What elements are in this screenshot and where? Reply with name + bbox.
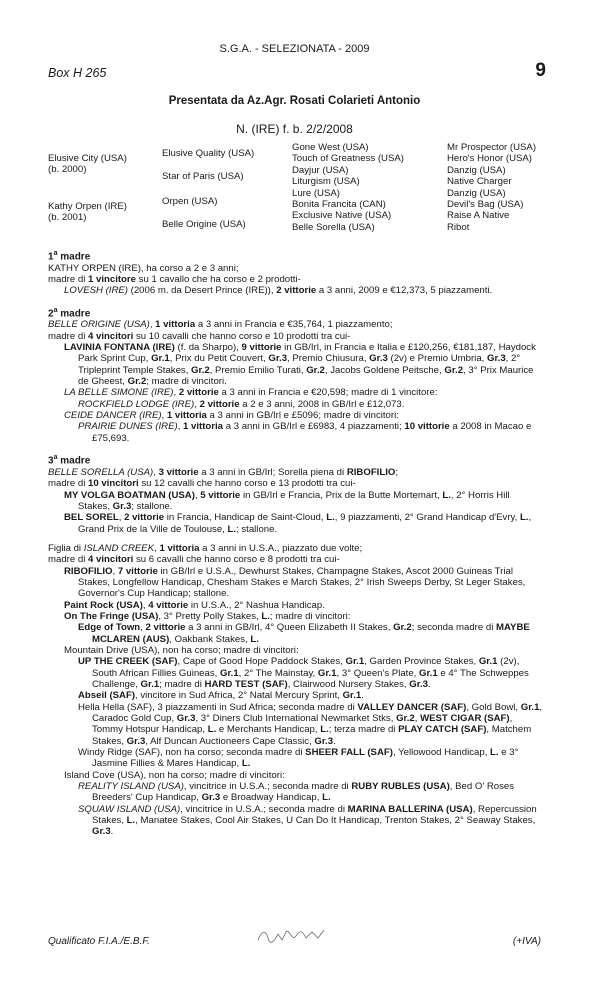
text-run: a 3 anni in GB/Irl; Sorella piena di — [198, 466, 347, 478]
text-run: LAVINIA FONTANA (IRE) — [64, 342, 175, 354]
text-run: Gr.1 — [345, 656, 365, 668]
text-run: Island Cove (USA), non ha corso; madre di vincitori: — [64, 769, 285, 781]
text-run: 10 vittorie — [404, 421, 450, 433]
text-run: LOVESH (IRE) — [64, 285, 128, 297]
section-label: madre — [57, 251, 91, 263]
text-run: REALITY ISLAND (USA) — [78, 781, 184, 793]
text-run: 3 vittorie — [158, 466, 199, 478]
text-run: 5 vittorie — [200, 489, 241, 501]
text-run: , Tommy Hotspur Handicap, — [92, 713, 513, 736]
text-run: su 6 cavalli che hanno corso e 8 prodotti tra cui- — [133, 554, 340, 566]
family-line — [48, 804, 544, 838]
text-run: a 2008 in Macao e £75,693. — [92, 421, 532, 444]
pedigree-gen4-item: Mr Prospector (USA) — [447, 142, 537, 153]
text-run: , 2° Tripleprint Temple Stakes, — [78, 353, 521, 376]
text-run: 1 vittoria — [155, 319, 196, 331]
vat-note: (+IVA) — [512, 936, 541, 947]
text-run: , Prix du Petit Couvert, — [169, 353, 269, 365]
text-run: Gr.3 — [92, 826, 111, 838]
text-run: , — [140, 622, 146, 634]
text-run: ; madre di vincitori: — [269, 610, 351, 622]
pedigree-gen3-item: Gone West (USA) — [292, 142, 369, 153]
qualification: Qualificato F.I.A./E.B.F. — [48, 936, 150, 947]
text-run: Mountain Drive (USA), non ha corso; madre di vincitori: — [64, 644, 299, 656]
text-run: in GB/Irl e Francia, Prix de la Butte Mortemart, — [240, 489, 443, 501]
family-line — [48, 285, 544, 296]
pedigree-gen2-item: Belle Origine (USA) — [162, 219, 246, 230]
text-run: , — [173, 387, 179, 399]
text-run: MY VOLGA BOATMAN (USA) — [64, 489, 195, 501]
text-run: SQUAW ISLAND (USA) — [78, 803, 181, 815]
family-line — [48, 399, 544, 410]
text-run: , vincitrice in U.S.A.; seconda madre di — [180, 803, 348, 815]
text-run: Gr.3 — [201, 792, 221, 804]
family-line — [48, 747, 544, 770]
text-run: ; seconda madre di — [411, 622, 497, 634]
text-run: su 10 cavalli che hanno corso e 10 prodotti tra cui- — [133, 330, 351, 342]
text-run: 2 vittorie — [178, 387, 219, 399]
text-run: UP THE CREEK (SAF) — [78, 656, 178, 668]
text-run: L. — [250, 633, 259, 645]
pedigree-gen3-item: Bonita Francita (CAN) — [292, 199, 386, 211]
pedigree-gen3-item: Lure (USA) — [292, 187, 340, 199]
pedigree-dam — [48, 201, 127, 224]
text-run: madre di — [48, 554, 88, 566]
section-ordinal: a — [53, 250, 58, 257]
pedigree-gen3-item: Belle Sorella (USA) — [292, 221, 375, 233]
text-run: , Yellowood Handicap, — [392, 747, 491, 759]
text-run: a 3 anni in Francia e €35,764, 1 piazzamento; — [195, 319, 393, 331]
text-run: Edge of Town — [78, 622, 141, 634]
text-run: ; — [395, 466, 398, 478]
text-run: e 4° The Schweppes Challenge, — [92, 667, 529, 691]
text-run: . — [427, 679, 431, 691]
text-run: . — [110, 826, 114, 838]
family-line — [48, 690, 544, 701]
section-label: madre — [57, 308, 91, 320]
text-run: in Francia, Handicap de Saint-Cloud, — [164, 512, 327, 524]
text-run: in U.S.A., 2° Nashua Handicap. — [188, 599, 325, 611]
text-run: VALLEY DANCER (SAF) — [357, 701, 467, 713]
text-run: L. — [442, 489, 451, 501]
text-run: Gr.3 — [369, 353, 388, 365]
text-run: SHEER FALL (SAF) — [305, 747, 393, 759]
text-run: PLAY CATCH (SAF) — [398, 724, 487, 736]
text-run: , Bed O' Roses Breeders' Cup Handicap, — [92, 781, 515, 804]
text-run: a 3 anni in GB/Irl, 4° Queen Elizabeth II Stakes, — [185, 622, 394, 634]
text-run: BELLE ORIGINE (USA) — [48, 319, 150, 331]
text-run: CEIDE DANCER (IRE) — [64, 410, 162, 422]
family-line — [48, 566, 544, 600]
text-run: ROCKFIELD LODGE (IRE) — [78, 398, 195, 410]
text-run: , Grand Prix de la Ville de Toulouse, — [78, 512, 532, 535]
text-run: madre di — [48, 274, 88, 286]
text-run: L. — [227, 523, 237, 535]
text-run: 9 vittorie — [241, 342, 282, 354]
text-run: LA BELLE SIMONE (IRE) — [64, 387, 174, 399]
text-run: Abseil (SAF) — [78, 690, 136, 702]
text-run: , — [142, 599, 149, 611]
family-line — [48, 656, 544, 690]
family-line — [48, 331, 544, 342]
text-run: , Cape of Good Hope Paddock Stakes, — [177, 656, 346, 668]
text-run: a 2 e 3 anni, 2008 in GB/Irl e £12,073. — [239, 398, 405, 410]
text-run: Gr.2 — [444, 364, 464, 376]
text-run: Paint Rock (USA) — [64, 599, 143, 611]
text-run: (2006 m. da Desert Prince (IRE)), — [127, 285, 277, 297]
text-run: Gr.1 — [478, 656, 498, 668]
text-run: (2v), South African Fillies Guineas, — [92, 656, 520, 679]
text-run: , Clairwood Nursery Stakes, — [287, 679, 410, 691]
text-run: , Premio Emilio Turati, — [209, 364, 307, 376]
text-run: L. — [207, 724, 217, 736]
text-run: RIBOFILIO — [346, 466, 396, 478]
text-run: , — [149, 319, 156, 331]
pedigree-gen4-item: Native Charger — [447, 176, 512, 188]
text-run: MARINA BALLERINA (USA) — [347, 803, 473, 815]
text-run: , 2° The Mainstay, — [238, 667, 318, 679]
text-run: , 9 piazzamenti, 2° Grand Handicap d'Evry, — [334, 512, 520, 524]
pedigree-sire — [48, 153, 127, 176]
text-run: , Matchem Stakes, — [92, 724, 532, 747]
text-run: ; stallone. — [131, 500, 173, 512]
text-run: madre di — [48, 330, 88, 342]
text-run: 1 vittoria — [166, 410, 207, 422]
family-line — [48, 319, 544, 330]
text-run: , Premio Chiusura, — [287, 353, 370, 365]
text-run: Gr.3 — [268, 353, 288, 365]
family-line — [48, 342, 544, 387]
text-run: , Alf Duncan Auctioneers Cape Classic, — [145, 735, 315, 747]
presenter: Presentata da Az.Agr. Rosati Colarieti Antonio — [168, 95, 421, 107]
sire-name: Elusive City (USA) — [48, 153, 127, 164]
text-run: BEL SOREL — [64, 512, 119, 524]
text-run: L. — [322, 792, 331, 804]
text-run: ; stallone. — [236, 523, 278, 535]
text-run: L. — [490, 747, 499, 759]
pedigree-gen4 — [447, 142, 536, 233]
text-run: a 3 anni in U.S.A., piazzato due volte; — [199, 542, 363, 554]
text-run: 1 vincitore — [88, 274, 136, 286]
text-run: 1 vittoria — [159, 542, 200, 554]
section-number: 3 — [48, 455, 54, 467]
text-run: PRAIRIE DUNES (IRE) — [78, 421, 178, 433]
text-run: , — [177, 421, 184, 433]
text-run: MAYBE MCLAREN (AUS) — [92, 622, 530, 645]
text-run: e Merchants Handicap, — [216, 724, 321, 736]
family-line — [48, 478, 544, 489]
text-run: a 3 anni in GB/Irl e £6983, 4 piazzamenti; — [223, 421, 405, 433]
text-run: , vincitrice in U.S.A.; seconda madre di — [183, 781, 352, 793]
pedigree-gen2-item: Orpen (USA) — [162, 196, 218, 207]
text-run: Gr.2 — [191, 364, 210, 376]
text-run: 4 vincitori — [88, 554, 134, 566]
text-run: L. — [519, 512, 529, 524]
pedigree-gen4-item: Ribot — [447, 221, 470, 233]
text-run: Figlia di — [48, 542, 84, 554]
pedigree-gen4-item: Devil's Bag (USA) — [447, 199, 524, 211]
section-number: 1 — [48, 251, 54, 263]
pedigree-gen3-item: Touch of Greatness (USA) — [292, 153, 404, 165]
text-run: RUBY RUBLES (USA) — [351, 781, 450, 793]
family-line — [48, 263, 544, 274]
text-run: , vincitore in Sud Africa, 2° Natal Mercury Sprint, — [135, 690, 343, 702]
sale-title: S.G.A. - SELEZIONATA - 2009 — [219, 43, 370, 55]
text-run: RIBOFILIO — [64, 565, 113, 577]
text-run: , Repercussion Stakes, — [92, 803, 537, 827]
family-line — [48, 421, 544, 444]
text-run: L. — [261, 610, 270, 622]
text-run: ; terza madre di — [328, 724, 399, 736]
text-run: , Manatee Stakes, Cool Air Stakes, U Can Do It Handicap, Trenton Stakes, 2° Seaway Stakes, — [135, 815, 536, 827]
family-line — [48, 611, 544, 622]
text-run: , Garden Province Stakes, — [364, 656, 479, 668]
section-ordinal: a — [53, 306, 58, 314]
text-run: Gr.1 — [520, 701, 540, 713]
pedigree-gen3-item: Exclusive Native (USA) — [292, 210, 392, 222]
text-run: Gr.1 — [151, 353, 170, 365]
subject-line: N. (IRE) f. b. 2/2/2008 — [236, 122, 353, 136]
text-run: su 1 cavallo che ha corso e 2 prodotti- — [136, 274, 301, 286]
text-run: Gr.3 — [112, 500, 132, 512]
text-run: Gr.3 — [314, 735, 334, 747]
text-run: in GB/Irl, in Francia e Italia e £120,256, €181,187, Haydock Park Sprint Cup, — [78, 342, 536, 365]
family-line — [48, 781, 544, 804]
text-run: , — [414, 713, 421, 725]
pedigree-gen4-item: Danzig (USA) — [447, 187, 506, 199]
lot-number: 9 — [535, 60, 546, 81]
text-run: 7 vittorie — [117, 565, 158, 577]
box-number: Box H 265 — [48, 66, 107, 80]
family-line — [48, 467, 544, 478]
text-run: , 2° Horris Hill Stakes, — [78, 489, 510, 512]
text-run: Gr.2 — [306, 364, 325, 376]
text-run: Windy Ridge (SAF), non ha corso; seconda madre di — [78, 747, 306, 759]
family-line — [48, 554, 544, 565]
section-title — [48, 305, 544, 320]
pedigree-gen3-item: Liturgism (USA) — [292, 176, 360, 188]
dam-name: Kathy Orpen (IRE) — [48, 201, 127, 212]
pedigree-gen3 — [292, 142, 404, 233]
text-run: 4 vincitori — [88, 330, 134, 342]
dam-section — [48, 305, 544, 444]
text-run: Gr.2 — [127, 376, 147, 388]
pedigree-gen3-item: Dayjur (USA) — [292, 164, 349, 176]
text-run: L. — [326, 512, 335, 524]
text-run: On The Fringe (USA) — [64, 610, 159, 622]
text-run: (2v) e Premio Umbria, — [387, 353, 487, 365]
text-run: L. — [320, 724, 329, 736]
text-run: Gr.3 — [409, 679, 428, 691]
text-run: WEST CIGAR (SAF) — [420, 713, 510, 725]
text-run: , Jacobs Goldene Peitsche, — [324, 364, 445, 376]
text-run: Gr.3 — [176, 713, 196, 725]
family-line — [48, 512, 544, 535]
text-run: , — [194, 398, 200, 410]
text-run: Gr.1 — [342, 690, 362, 702]
text-run: 4 vittorie — [148, 599, 189, 611]
text-run: Gr.1 — [419, 667, 438, 679]
sire-birth: (b. 2000) — [48, 164, 87, 176]
text-run: e Broadway Handicap, — [220, 792, 323, 804]
text-run: , — [154, 542, 160, 554]
text-run: L. — [241, 758, 251, 770]
text-run: Gr.2 — [396, 713, 415, 725]
text-run: , — [194, 489, 201, 501]
pedigree-gen4-item: Raise A Native — [447, 210, 510, 222]
family-line — [48, 490, 544, 513]
dam-section — [48, 248, 544, 297]
text-run: KATHY ORPEN (IRE), ha corso a 2 e 3 anni; — [48, 262, 239, 274]
text-run: a 3 anni in GB/Irl e £5096; madre di vincitori: — [206, 410, 399, 422]
text-run: Gr.1 — [219, 667, 239, 679]
text-run: , Oakbank Stakes, — [169, 633, 251, 645]
family-line — [48, 274, 544, 285]
family-line — [48, 535, 544, 543]
family-line — [48, 622, 544, 645]
section-ordinal: a — [53, 454, 58, 462]
text-run: 2 vittorie — [276, 285, 317, 297]
dam-section — [48, 452, 544, 838]
text-run: e 3° Jasmine Fillies & Mares Handicap, — [92, 747, 519, 770]
text-run: L. — [126, 815, 136, 827]
text-run: Gr.1 — [317, 667, 337, 679]
family-line — [48, 770, 544, 781]
text-run: , — [118, 512, 125, 524]
section-title — [48, 452, 544, 467]
text-run: madre di — [48, 478, 88, 490]
section-title — [48, 248, 544, 263]
text-run: Gr.1 — [140, 679, 160, 691]
text-run: HARD TEST (SAF) — [204, 679, 288, 691]
pedigree-gen2-item: Star of Paris (USA) — [162, 171, 244, 182]
text-run: 2 vittorie — [199, 398, 240, 410]
signature — [256, 926, 326, 951]
text-run: 2 vittorie — [145, 622, 186, 634]
pedigree-gen4-item: Hero's Honor (USA) — [447, 153, 532, 165]
dam-birth: (b. 2001) — [48, 212, 87, 224]
text-run: Gr.3 — [126, 735, 146, 747]
text-run: a 3 anni in Francia e €20,598; madre di 1 vincitore: — [218, 387, 438, 399]
text-run: Gr.2 — [393, 622, 412, 634]
text-run: in GB/Irl e U.S.A., Dewhurst Stakes, Champagne Stakes, Ascot 2000 Guineas Trial Stakes, Longfellow Handicap, Chesham Stakes e March Stakes, 2° Irish Sweeps Derby, St Leger Stakes, Governor's Cup Handicap; stallone. — [78, 565, 526, 600]
text-run: , Caradoc Gold Cup, — [92, 701, 543, 725]
text-run: , — [161, 410, 167, 422]
text-run: Hella Hella (SAF), 3 piazzamenti in Sud Africa; seconda madre di — [78, 701, 358, 713]
text-run: , — [153, 466, 159, 478]
family-notes — [48, 248, 544, 838]
text-run: a 3 anni, 2009 e €12,373, 5 piazzamenti. — [316, 285, 493, 297]
family-line — [48, 600, 544, 611]
text-run: Gr.3 — [486, 353, 506, 365]
family-line — [48, 387, 544, 398]
text-run: 2 vittorie — [124, 512, 165, 524]
text-run: , 3° Prix Maurice de Gheest, — [78, 364, 534, 388]
pedigree-gen2-item: Elusive Quality (USA) — [162, 148, 255, 159]
text-run: , 3° Diners Club International Newmarket Stks, — [195, 713, 397, 725]
text-run: , Gold Bowl, — [466, 701, 521, 713]
family-line — [48, 410, 544, 421]
text-run: ; madre di — [159, 679, 205, 691]
pedigree-gen4-item: Danzig (USA) — [447, 164, 506, 176]
text-run: 10 vincitori — [88, 478, 139, 490]
text-run: BELLE SORELLA (USA) — [48, 466, 154, 478]
text-run: , 3° Pretty Polly Stakes, — [158, 610, 262, 622]
text-run: su 12 cavalli che hanno corso e 13 prodotti tra cui- — [138, 478, 356, 490]
family-line — [48, 645, 544, 656]
text-run: . — [333, 735, 336, 747]
text-run: (f. da Sharpo), — [174, 342, 242, 354]
section-number: 2 — [48, 308, 54, 320]
text-run: 1 vittoria — [183, 421, 224, 433]
text-run: , 3° Queen's Plate, — [336, 667, 419, 679]
family-line — [48, 702, 544, 747]
text-run: , — [112, 565, 118, 577]
section-label: madre — [57, 455, 91, 467]
text-run: ; madre di vincitori. — [146, 376, 227, 388]
text-run: . — [361, 690, 364, 702]
text-run: ISLAND CREEK — [83, 542, 155, 554]
family-line — [48, 543, 544, 554]
